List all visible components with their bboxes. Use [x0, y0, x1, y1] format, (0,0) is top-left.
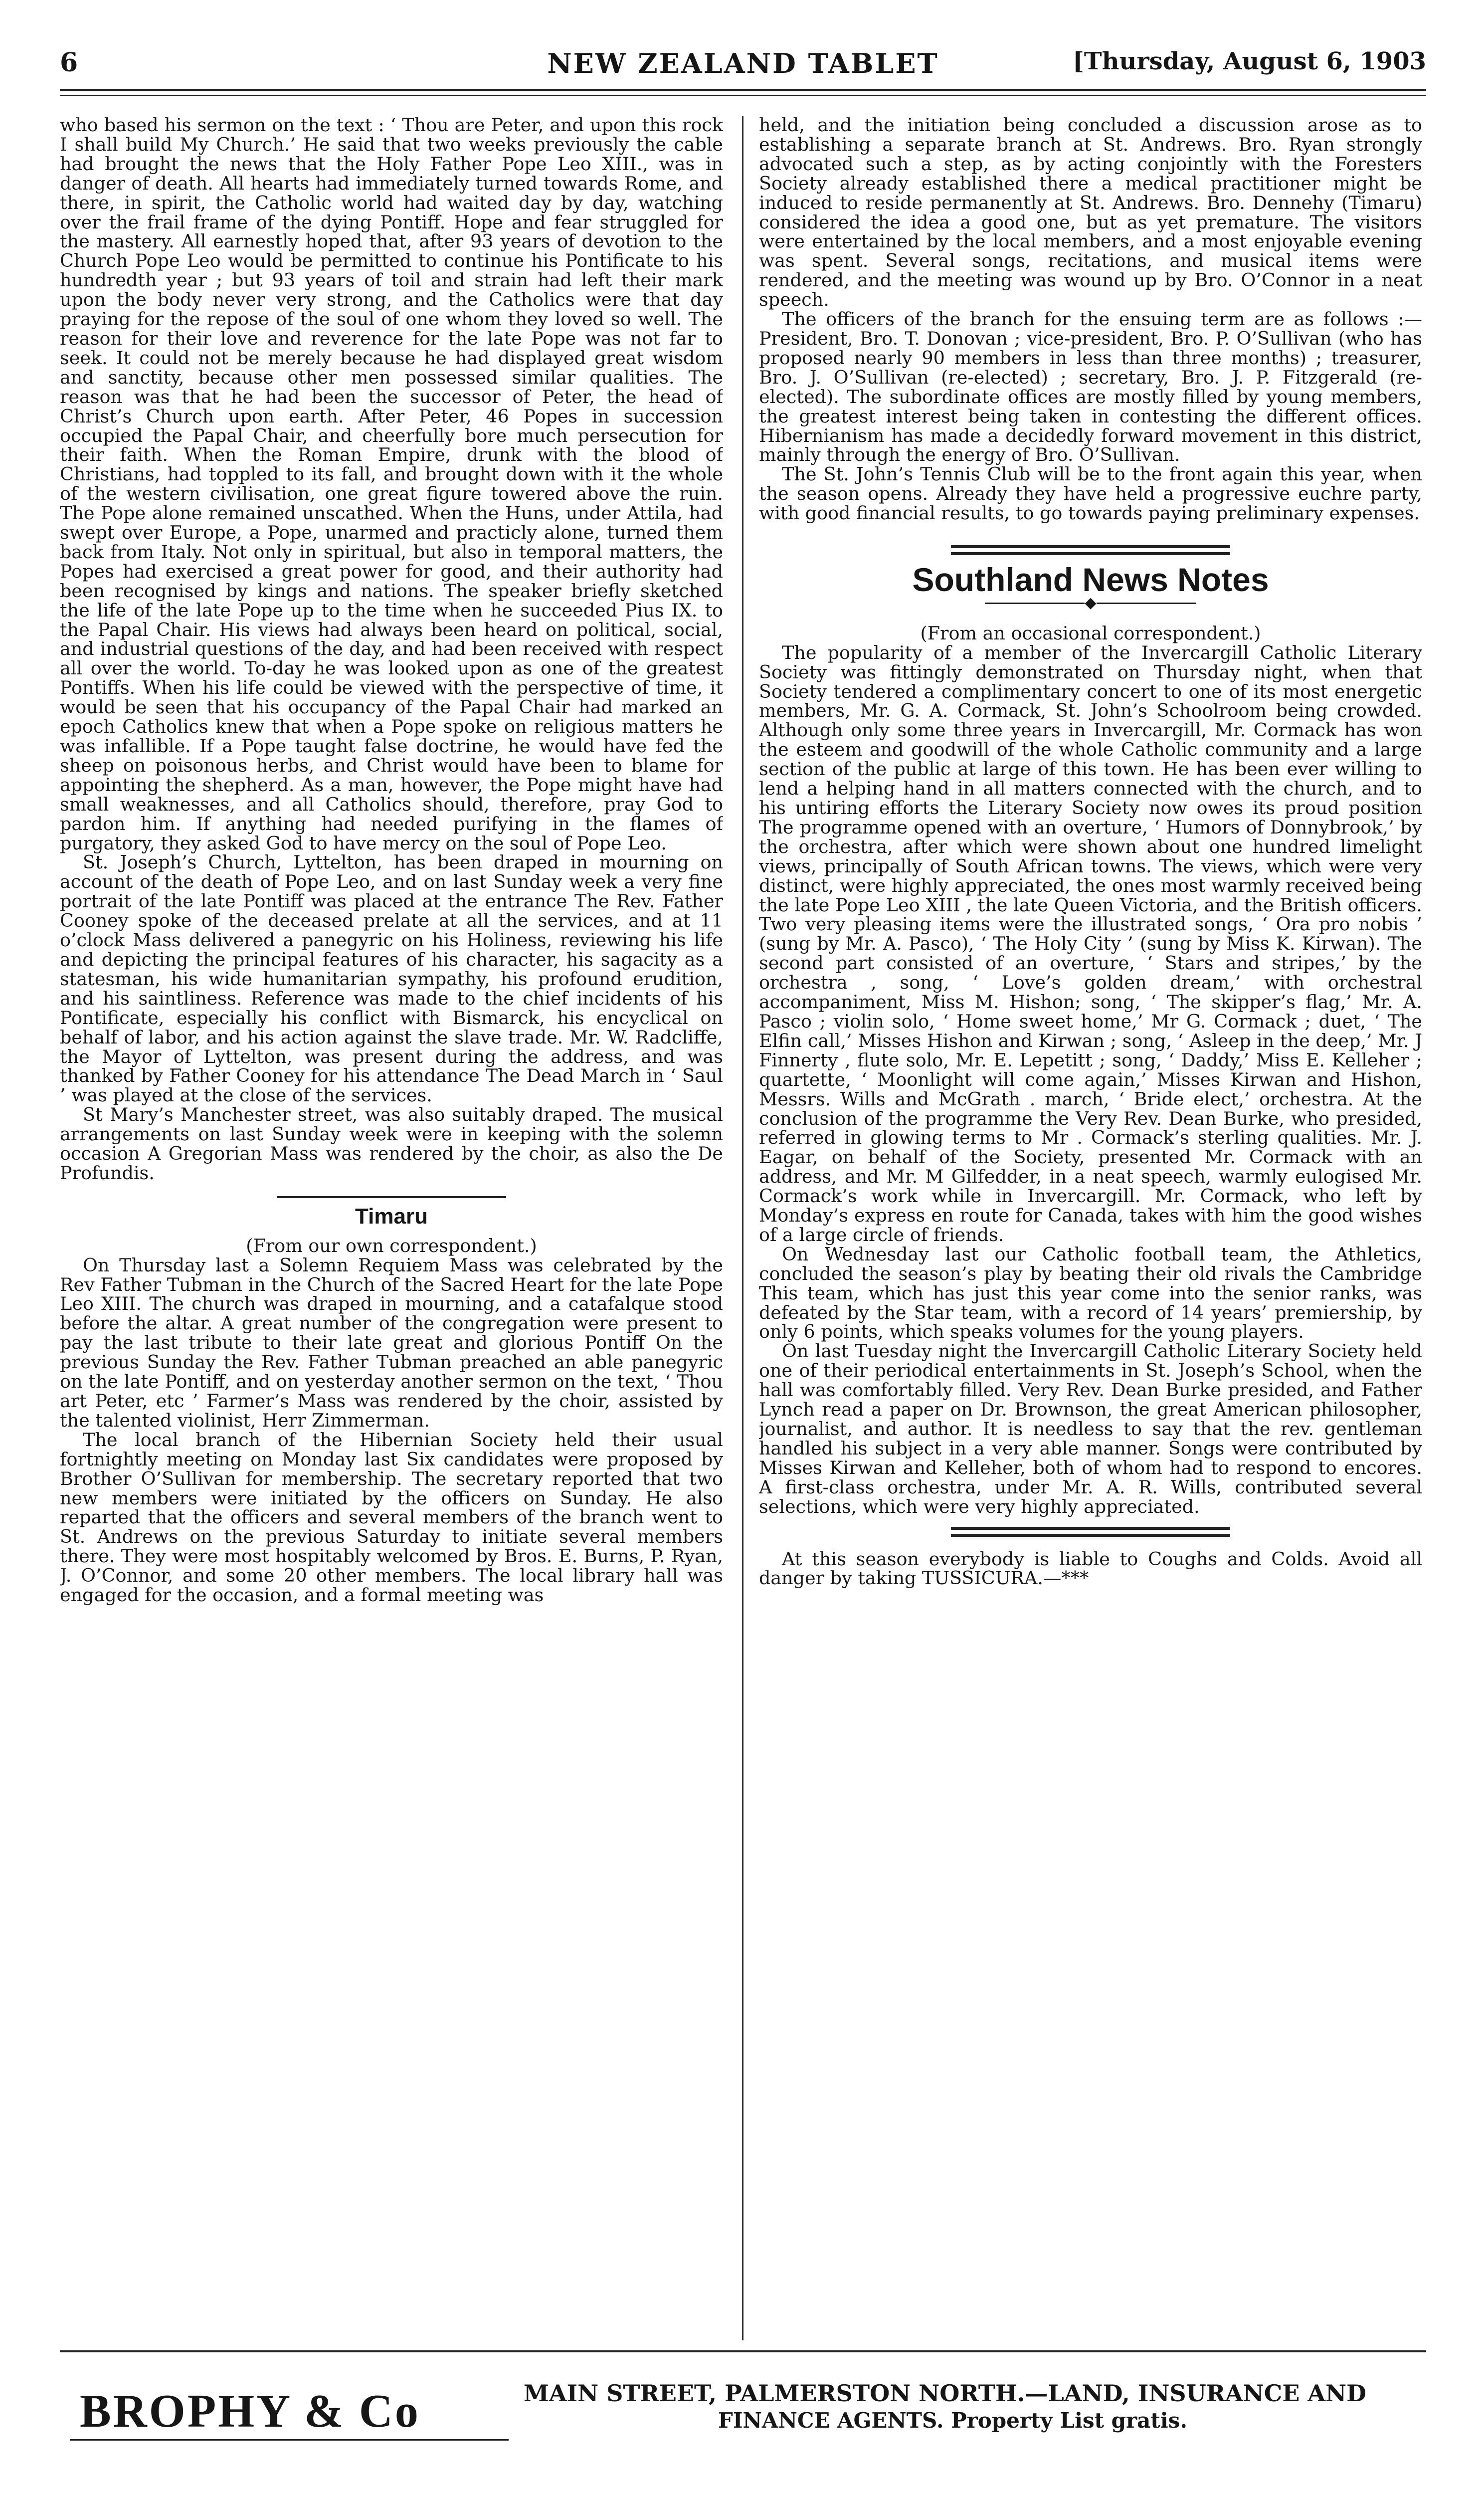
article-paragraph: On Thursday last a Solemn Requiem Mass was celebrated by the Rev Father Tubman in the Church of the Sacred Heart for the late Pope Leo XIII. The church was draped in mourning, and a catafalque stood before the altar. A great number of the congregation were present to pay the last tribute to their late great and glorious Pontiff On the previous Sunday the Rev. Father Tubman preached an able panegyric on the late Pontiff, and on yesterday another sermon on the text, ‘ Thou art Peter, etc ’ Farmer’s Mass was rendered by the choir, assisted by the talented violinist, Herr Zimmerman. — [60, 1254, 723, 1431]
timaru-heading: Timaru — [355, 1204, 428, 1229]
publication-title: NEW ZEALAND TABLET — [547, 47, 939, 79]
page-number: 6 — [60, 47, 78, 78]
article-paragraph: On Wednesday last our Catholic football team, the Athletics, concluded the season’s play by beating their old rivals the Cambridge This team, which has just this year come into the senior ranks, was defeated by the Star team, with a record of 14 years’ premiership, by only 6 points, which speaks volumes for the young players. — [759, 1243, 1422, 1343]
article-paragraph: The St. John’s Tennis Club will be to the front again this year, when the season opens. Already they have held a progressive euchre party, with good financial results, to go towards paying preliminary expenses. — [759, 463, 1422, 524]
left-column — [60, 116, 723, 2340]
article-paragraph: held, and the initiation being concluded a discussion arose as to establishing a separate branch at St. Andrews. Bro. Ryan strongly advocated such a step, as by acting conjointly with the Foresters Society already established there a medical practitioner might be induced to reside permanently at St. Andrews. Bro. Dennehy (Timaru) considered the idea a good one, but as yet premature. The visitors were entertained by the local members, and a most enjoyable evening was spent. Several songs, recitations, and musical items were rendered, and the meeting was wound up by Bro. O’Connor in a neat speech. — [759, 116, 1422, 311]
column-divider — [742, 116, 743, 2340]
advertiser-address: MAIN STREET, PALMERSTON NORTH.—LAND, INSURANCE AND — [524, 2380, 1367, 2407]
article-paragraph: St Mary’s Manchester street, was also suitably draped. The musical arrangements on last Sunday week were in keeping with the solemn occasion A Gregorian Mass was rendered by the choir, as also the De Profundis. — [60, 1104, 723, 1184]
issue-date: [Thursday, August 6, 1903 — [1073, 47, 1426, 75]
article-paragraph: The officers of the branch for the ensuing term are as follows :—President, Bro. T. Donovan ; vice-president, Bro. P. O’Sullivan (who has proposed nearly 90 members in less than three months) ; treasurer, Bro. J. O’Sullivan (re-elected) ; secretary, Bro. J. P. Fitzgerald (re-elected). The subordinate offices are mostly filled by young members, the greatest interest being taken in contesting the different offices. Hibernianism has made a decidedly forward movement in this district, mainly through the energy of Bro. O’Sullivan. — [759, 308, 1422, 466]
tussicura-notice: At this season everybody is liable to Coughs and Colds. Avoid all danger by taking TUSSICURA.—*** — [759, 1548, 1422, 1589]
article-paragraph: who based his sermon on the text : ‘ Thou are Peter, and upon this rock I shall build My Church.’ He said that two weeks previously the cable had brought the news that the Holy Father Pope Leo XIII., was in danger of death. All hearts had immediately turned towards Rome, and there, in spirit, the Catholic world had waited day by day, watching over the frail frame of the dying Pontiff. Hope and fear struggled for the mastery. All earnestly hoped that, after 93 years of devotion to the Church Pope Leo would be permitted to continue his Pontificate to his hundredth year ; but 93 years of toil and strain had left their mark upon the body never very strong, and the Catholics were that day praying for the repose of the soul of one whom they loved so well. The reason for their love and reverence for the late Pope was not far to seek. It could not be merely because he had displayed great wisdom and sanctity, because other men possessed similar qualities. The reason was that he had been the successor of Peter, the head of Christ’s Church upon earth. After Peter, 46 Popes in succession occupied the Papal Chair, and cheerfully bore much persecution for their faith. When the Roman Empire, drunk with the blood of Christians, had toppled to its fall, and brought down with it the whole of the western civilisation, one great figure towered above the ruin. The Pope alone remained unscathed. When the Huns, under Attila, had swept over Europe, a Pope, unarmed and practicly alone, turned them back from Italy. Not only in spiritual, but also in temporal matters, the Popes had exercised a great power for good, and their authority had been recognised by kings and nations. The speaker briefly sketched the life of the late Pope up to the time when he succeeded Pius IX. to the Papal Chair. His views had always been heard on political, social, and industrial questions of the day, and had been received with respect all over the world. To-day he was looked upon as one of the greatest Pontiffs. When his life could be viewed with the perspective of time, it would be seen that his occupancy of the Papal Chair had marked an epoch Catholics knew that when a Pope spoke on religious matters he was infallible. If a Pope taught false doctrine, he would have fed the sheep on poisonous herbs, and Christ would have been to blame for appointing the shepherd. As a man, however, the Pope might have had small weaknesses, and all Catholics should, therefore, pray God to pardon him. If anything had needed purifying in the flames of purgatory, they asked God to have mercy on the soul of Pope Leo. — [60, 116, 723, 854]
advertiser-name: BROPHY & Co — [80, 2385, 420, 2437]
section-divider-double — [951, 545, 1230, 555]
page-header — [60, 47, 1426, 82]
advertisement-footer — [60, 2364, 1426, 2464]
article-paragraph: The popularity of a member of the Invercargill Catholic Literary Society was fittingly demonstrated on Thursday night, when that Society tendered a complimentary concert to one of its most energetic members, Mr. G. A. Cormack, St. John’s Schoolroom being crowded. Although only some three years in Invercargill, Mr. Cormack has won the esteem and goodwill of the whole Catholic community and a large section of the public at large of this town. He has been ever willing to lend a helping hand in all matters connected with the church, and to his untiring efforts the Literary Society now owes its proud position The programme opened with an overture, ‘ Humors of Donnybrook,’ by the orchestra, after which were shown about one hundred limelight views, principally of South African towns. The views, which were very distinct, were highly appreciated, the ones most warmly received being the late Pope Leo XIII , the late Queen Victoria, and the British officers. Two very pleasing items were the illustrated songs, ‘ Ora pro nobis ’ (sung by Mr. A. Pasco), ‘ The Holy City ’ (sung by Miss K. Kirwan). The second part consisted of an overture, ‘ Stars and stripes,’ by the orchestra , song, ‘ Love’s golden dream,’ with orchestral accompaniment, Miss M. Hishon; song, ‘ The skipper’s flag,’ Mr. A. Pasco ; violin solo, ‘ Home sweet home,’ Mr G. Cormack ; duet, ‘ The Elfin call,’ Misses Hishon and Kirwan ; song, ‘ Asleep in the deep,’ Mr. J Finnerty , flute solo, Mr. E. Lepetitt ; song, ‘ Daddy,’ Miss E. Kelleher ; quartette, ‘ Moonlight will come again,’ Misses Kirwan and Hishon, Messrs. Wills and McGrath . march, ‘ Bride elect,’ orchestra. At the conclusion of the programme the Very Rev. Dean Burke, who presided, referred in glowing terms to Mr . Cormack’s sterling qualities. Mr. J. Eagar, on behalf of the Society, presented Mr. Cormack with an address, and Mr. M Gilfedder, in a neat speech, warmly eulogised Mr. Cormack’s work while in Invercargill. Mr. Cormack, who left by Monday’s express en route for Canada, takes with him the good wishes of a large circle of friends. — [759, 641, 1422, 1246]
header-rule-thin — [60, 95, 1426, 96]
section-divider-double — [951, 1527, 1230, 1537]
header-rule — [60, 89, 1426, 91]
right-column — [759, 116, 1422, 2340]
article-paragraph: St. Joseph’s Church, Lyttelton, has been draped in mourning on account of the death of Pope Leo, and on last Sunday week a very fine portrait of the late Pontiff was placed at the entrance The Rev. Father Cooney spoke of the deceased prelate at all the services, and at 11 o’clock Mass delivered a panegyric on his Holiness, reviewing his life and depicting the principal features of his character, his sagacity as a statesman, his wide humanitarian sympathy, his profound erudition, and his saintliness. Reference was made to the chief incidents of his Pontificate, especially his conflict with Bismarck, his encyclical on behalf of labor, and his action against the slave trade. Mr. W. Radcliffe, the Mayor of Lyttelton, was present during the address, and was thanked by Father Cooney for his attendance The Dead March in ‘ Saul ’ was played at the close of the services. — [60, 851, 723, 1106]
southland-heading: Southland News Notes — [912, 561, 1269, 599]
section-divider — [277, 1196, 506, 1198]
advertiser-services: FINANCE AGENTS. Property List gratis. — [718, 2408, 1187, 2433]
heading-ornament: ◆ — [759, 594, 1422, 613]
brand-underline — [70, 2439, 509, 2441]
southland-byline: (From an occasional correspondent.) — [920, 622, 1261, 644]
footer-rule — [60, 2350, 1426, 2352]
article-paragraph: On last Tuesday night the Invercargill Catholic Literary Society held one of their periodical entertainments in St. Joseph’s School, when the hall was comfortably filled. Very Rev. Dean Burke presided, and Father Lynch read a paper on Dr. Brownson, the great American philosopher, journalist, and author. It is needless to say that the rev. gentleman handled his subject in a very able manner. Songs were contributed by Misses Kirwan and Kelleher, both of whom had to respond to encores. A first-class orchestra, under Mr. A. R. Wills, contributed several selections, which were very highly appreciated. — [759, 1340, 1422, 1517]
timaru-byline: (From our own correspondent.) — [246, 1235, 537, 1256]
article-paragraph: The local branch of the Hibernian Society held their usual fortnightly meeting on Monday last Six candidates were proposed by Brother O’Sullivan for membership. The secretary reported that two new members were initiated by the officers on Sunday. He also reparted that the officers and several members of the branch went to St. Andrews on the previous Saturday to initiate several members there. They were most hospitably welcomed by Bros. E. Burns, P. Ryan, J. O’Connor, and some 20 other members. The local library hall was engaged for the occasion, and a formal meeting was — [60, 1429, 723, 1606]
